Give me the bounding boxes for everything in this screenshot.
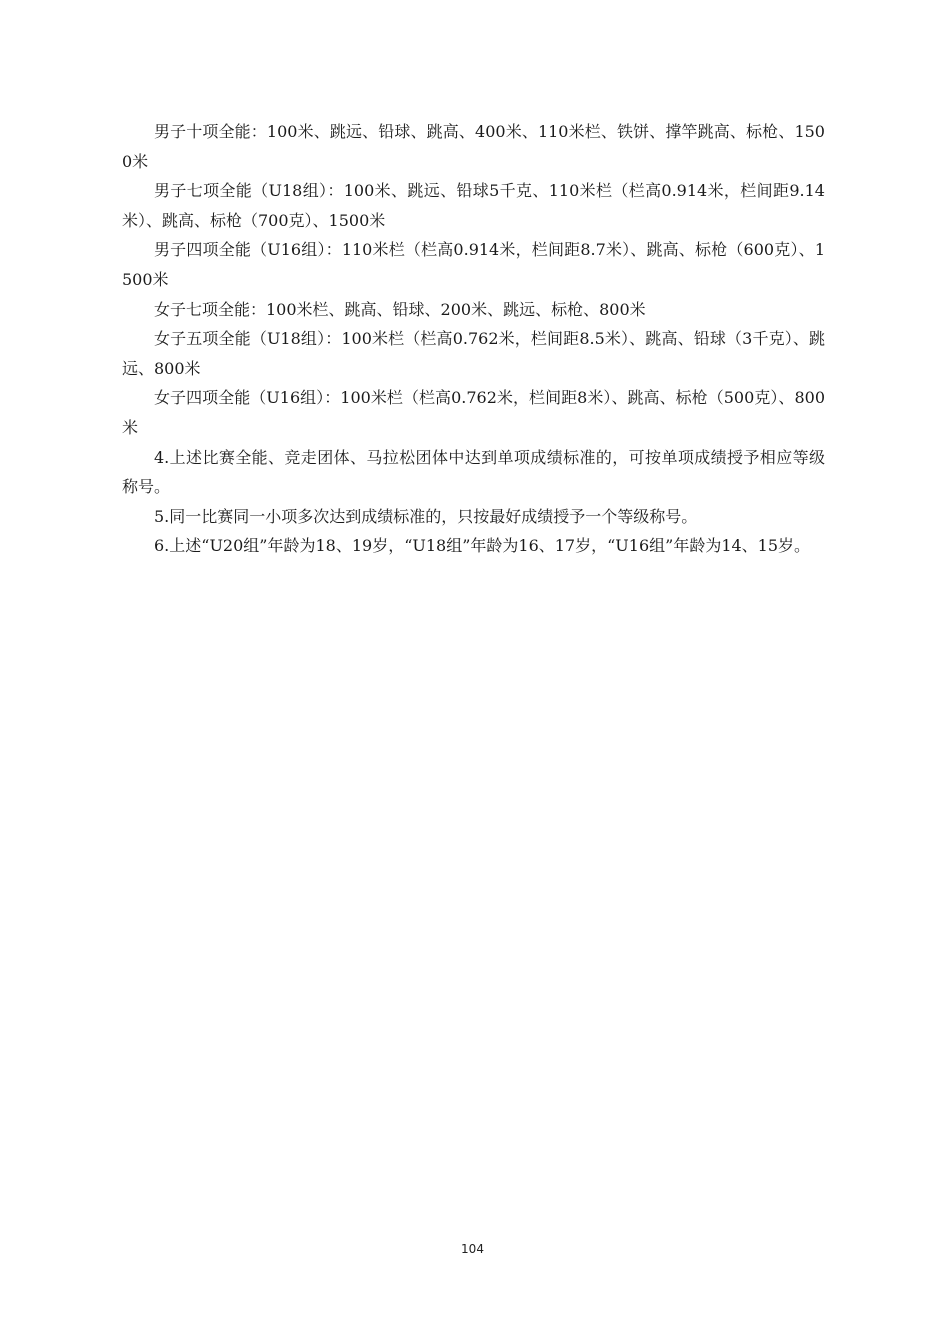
page-number: 104 [461,1242,484,1256]
paragraph-rule-5: 5.同一比赛同一小项多次达到成绩标准的，只按最好成绩授予一个等级称号。 [154,506,698,526]
body-text [122,117,825,561]
paragraph-women-pentathlon-u18: 女子五项全能（U18组）：100米栏（栏高0.762米，栏间距8.5米）、跳高、铅球（3千克）、跳远、800米 [122,329,825,378]
paragraph-women-tetrathlon-u16: 女子四项全能（U16组）：100米栏（栏高0.762米，栏间距8米）、跳高、标枪（500克）、800米 [122,388,825,437]
paragraph-rule-6: 6.上述“U20组”年龄为18、19岁，“U18组”年龄为16、17岁，“U16组”年龄为14、15岁。 [154,536,811,556]
paragraph-men-tetrathlon-u16: 男子四项全能（U16组）：110米栏（栏高0.914米，栏间距8.7米）、跳高、标枪（600克）、1500米 [122,240,825,289]
paragraph-women-heptathlon: 女子七项全能：100米栏、跳高、铅球、200米、跳远、标枪、800米 [154,299,646,319]
paragraph-rule-4: 4.上述比赛全能、竞走团体、马拉松团体中达到单项成绩标准的，可按单项成绩授予相应等级称号。 [122,447,825,497]
paragraph-men-heptathlon-u18: 男子七项全能（U18组）：100米、跳远、铅球5千克、110米栏（栏高0.914米，栏间距9.14米）、跳高、标枪（700克）、1500米 [122,181,825,230]
paragraph-men-decathlon: 男子十项全能：100米、跳远、铅球、跳高、400米、110米栏、铁饼、撑竿跳高、标枪、1500米 [122,122,825,171]
